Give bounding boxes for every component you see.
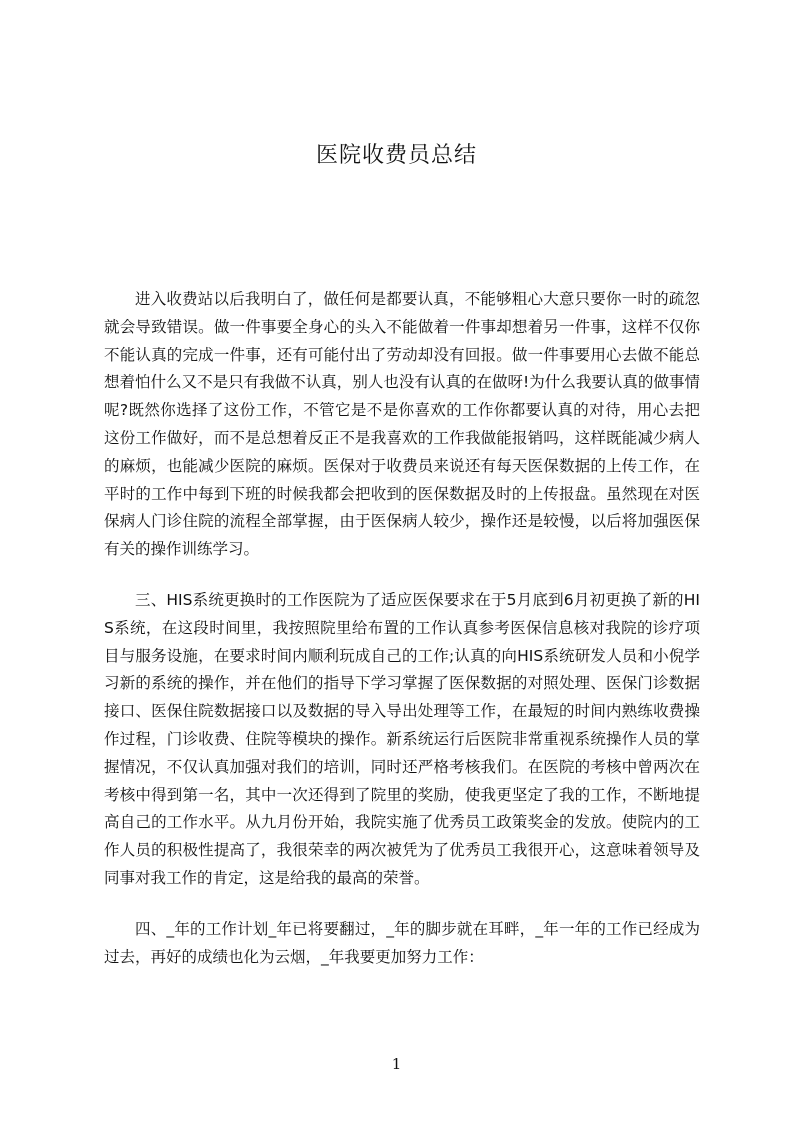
paragraph-work-plan: 四、_年的工作计划_年已将要翻过，_年的脚步就在耳畔，_年一年的工作已经成为过去，再好的成绩也化为云烟，_年我要更加努力工作： [104,919,700,966]
page-title: 医院收费员总结 [315,143,477,168]
paragraph-his-system: 三、HIS系统更换时的工作医院为了适应医保要求在于5月底到6月初更换了新的HIS系统，在这段时间里，我按照院里给布置的工作认真参考医保信息核对我院的诊疗项目与服务设施，在要求时间内顺利玩成自己的工作;认真的向HIS系统研发人员和小倪学习新的系统的操作，并在他们的指导下学习掌握了医保数据的对照处理、医保门诊数据接口、医保住院数据接口以及数据的导入导出处理等工作，在最短的时间内熟练收费操作过程，门诊收费、住院等模块的操作。新系统运行后医院非常重视系统操作人员的掌握情况，不仅认真加强对我们的培训，同时还严格考核我们。在医院的考核中曾两次在考核中得到第一名，其中一次还得到了院里的奖励，使我更坚定了我的工作，不断地提高自己的工作水平。从九月份开始，我院实施了优秀员工政策奖金的发放。使院内的工作人员的积极性提高了，我很荣幸的两次被凭为了优秀员工我很开心，这意味着领导及同事对我工作的肯定，这是给我的最高的荣誉。 [104,590,700,887]
document-body [104,286,700,994]
paragraph-intro: 进入收费站以后我明白了，做任何是都要认真，不能够粗心大意只要你一时的疏忽就会导致错误。做一件事要全身心的头入不能做着一件事却想着另一件事，这样不仅你不能认真的完成一件事，还有可能付出了劳动却没有回报。做一件事要用心去做不能总想着怕什么又不是只有我做不认真，别人也没有认真的在做呀!为什么我要认真的做事情呢?既然你选择了这份工作，不管它是不是你喜欢的工作你都要认真的对待，用心去把这份工作做好，而不是总想着反正不是我喜欢的工作我做能报销吗，这样既能减少病人的麻烦，也能减少医院的麻烦。医保对于收费员来说还有每天医保数据的上传工作，在平时的工作中每到下班的时候我都会把收到的医保数据及时的上传报盘。虽然现在对医保病人门诊住院的流程全部掌握，由于医保病人较少，操作还是较慢，以后将加强医保有关的操作训练学习。 [104,290,700,559]
page-number: 1 [391,1055,402,1073]
